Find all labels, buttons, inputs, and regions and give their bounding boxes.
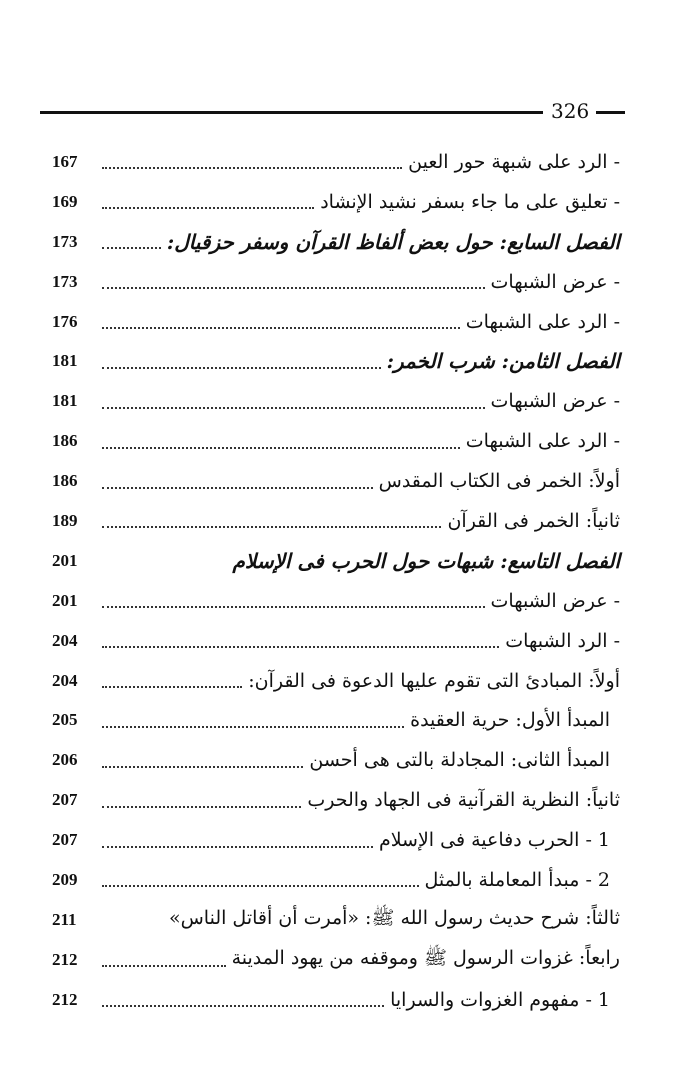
toc-dot-leader (102, 286, 485, 289)
toc-dot-leader (102, 765, 303, 768)
header-rule (40, 111, 543, 114)
toc-section-title: رابعاً: غزوات الرسول ﷺ وموقفه من يهود المدينة (231, 946, 620, 969)
toc-entry (52, 740, 620, 780)
toc-entry (52, 581, 620, 621)
toc-dot-leader (102, 525, 441, 528)
toc-entry (52, 421, 620, 461)
toc-section-title: 1 - الحرب دفاعية فى الإسلام (378, 829, 610, 852)
header-rule-short (596, 111, 625, 114)
toc-dot-leader (102, 366, 381, 369)
toc-entry (52, 780, 620, 820)
toc-section-title: المبدأ الأول: حرية العقيدة (410, 709, 610, 732)
toc-dot-leader (102, 605, 485, 608)
toc-dot-leader (102, 845, 373, 848)
toc-page-number: 204 (52, 630, 78, 650)
toc-section-title: أولاً: المبادئ التى تقوم عليها الدعوة فى القرآن: (248, 669, 620, 692)
toc-section-title: 1 - مفهوم الغزوات والسرايا (390, 988, 610, 1011)
toc-entry (52, 381, 620, 421)
toc-section-title: أولاً: الخمر فى الكتاب المقدس (378, 470, 620, 493)
toc-page-number: 201 (52, 590, 78, 610)
table-of-contents (52, 142, 620, 1020)
toc-section-title: المبدأ الثانى: المجادلة بالتى هى أحسن (309, 749, 610, 772)
toc-entry (52, 700, 620, 740)
toc-page-number: 186 (52, 431, 78, 451)
toc-dot-leader (102, 446, 460, 449)
toc-section-title: ثانياً: النظرية القرآنية فى الجهاد والحرب (307, 789, 620, 812)
toc-dot-leader (102, 166, 402, 169)
toc-dot-leader (102, 805, 301, 808)
toc-dot-leader (102, 645, 499, 648)
toc-page-number: 211 (52, 909, 77, 929)
toc-page-number: 212 (52, 989, 78, 1009)
toc-dot-leader (102, 685, 242, 688)
toc-dot-leader (102, 925, 163, 926)
page-header (40, 96, 625, 126)
toc-dot-leader (102, 406, 485, 409)
toc-page-number: 189 (52, 510, 78, 530)
toc-page-number: 205 (52, 710, 78, 730)
toc-page-number: 204 (52, 670, 78, 690)
toc-dot-leader (102, 725, 404, 728)
toc-section-title: ثانياً: الخمر فى القرآن (447, 509, 620, 532)
toc-page-number: 173 (52, 271, 78, 291)
toc-page-number: 186 (52, 471, 78, 491)
toc-entry (52, 341, 620, 381)
toc-section-title: 2 - مبدأ المعاملة بالمثل (424, 868, 610, 891)
toc-entry (52, 222, 620, 262)
toc-page-number: 212 (52, 949, 78, 969)
toc-dot-leader (102, 566, 227, 567)
toc-section-title: - الرد على شبهة حور العين (408, 150, 620, 173)
toc-page-number: 167 (52, 151, 78, 171)
toc-page-number: 173 (52, 231, 78, 251)
toc-dot-leader (102, 246, 161, 249)
toc-section-title: - الرد على الشبهات (465, 310, 620, 333)
toc-entry (52, 621, 620, 661)
toc-entry (52, 860, 620, 900)
toc-entry (52, 980, 620, 1020)
toc-section-title: - الرد على الشبهات (465, 430, 620, 453)
toc-page-number: 181 (52, 391, 78, 411)
toc-entry (52, 820, 620, 860)
toc-dot-leader (102, 206, 314, 209)
toc-dot-leader (102, 486, 373, 489)
toc-dot-leader (102, 884, 419, 887)
page-number: 326 (551, 99, 590, 123)
toc-page-number: 169 (52, 191, 78, 211)
toc-entry (52, 142, 620, 182)
toc-entry (52, 182, 620, 222)
toc-section-title: - عرض الشبهات (490, 270, 620, 293)
toc-dot-leader (102, 1004, 384, 1007)
toc-entry (52, 302, 620, 342)
toc-dot-leader (102, 326, 460, 329)
toc-chapter-title: الفصل الثامن: شرب الخمر: (386, 349, 620, 374)
toc-dot-leader (102, 964, 226, 967)
toc-section-title: ثالثاً: شرح حديث رسول الله ﷺ: «أمرت أن أقاتل الناس» (168, 906, 620, 929)
toc-page-number: 207 (52, 830, 78, 850)
toc-chapter-title: الفصل التاسع: شبهات حول الحرب فى الإسلام (232, 548, 620, 573)
toc-page-number: 206 (52, 750, 78, 770)
toc-entry (52, 541, 620, 581)
toc-page-number: 181 (52, 351, 78, 371)
toc-page-number: 176 (52, 311, 78, 331)
toc-entry (52, 940, 620, 980)
toc-entry (52, 661, 620, 701)
toc-section-title: - عرض الشبهات (490, 589, 620, 612)
toc-chapter-title: الفصل السابع: حول بعض ألفاظ القرآن وسفر حزقيال: (166, 229, 620, 254)
toc-section-title: - تعليق على ما جاء بسفر نشيد الإنشاد (320, 190, 620, 213)
toc-entry (52, 262, 620, 302)
toc-page-number: 209 (52, 869, 78, 889)
toc-entry (52, 501, 620, 541)
toc-page-number: 207 (52, 790, 78, 810)
toc-entry (52, 461, 620, 501)
toc-entry (52, 900, 620, 940)
toc-page-number: 201 (52, 550, 78, 570)
toc-section-title: - الرد الشبهات (505, 629, 620, 652)
toc-section-title: - عرض الشبهات (490, 390, 620, 413)
